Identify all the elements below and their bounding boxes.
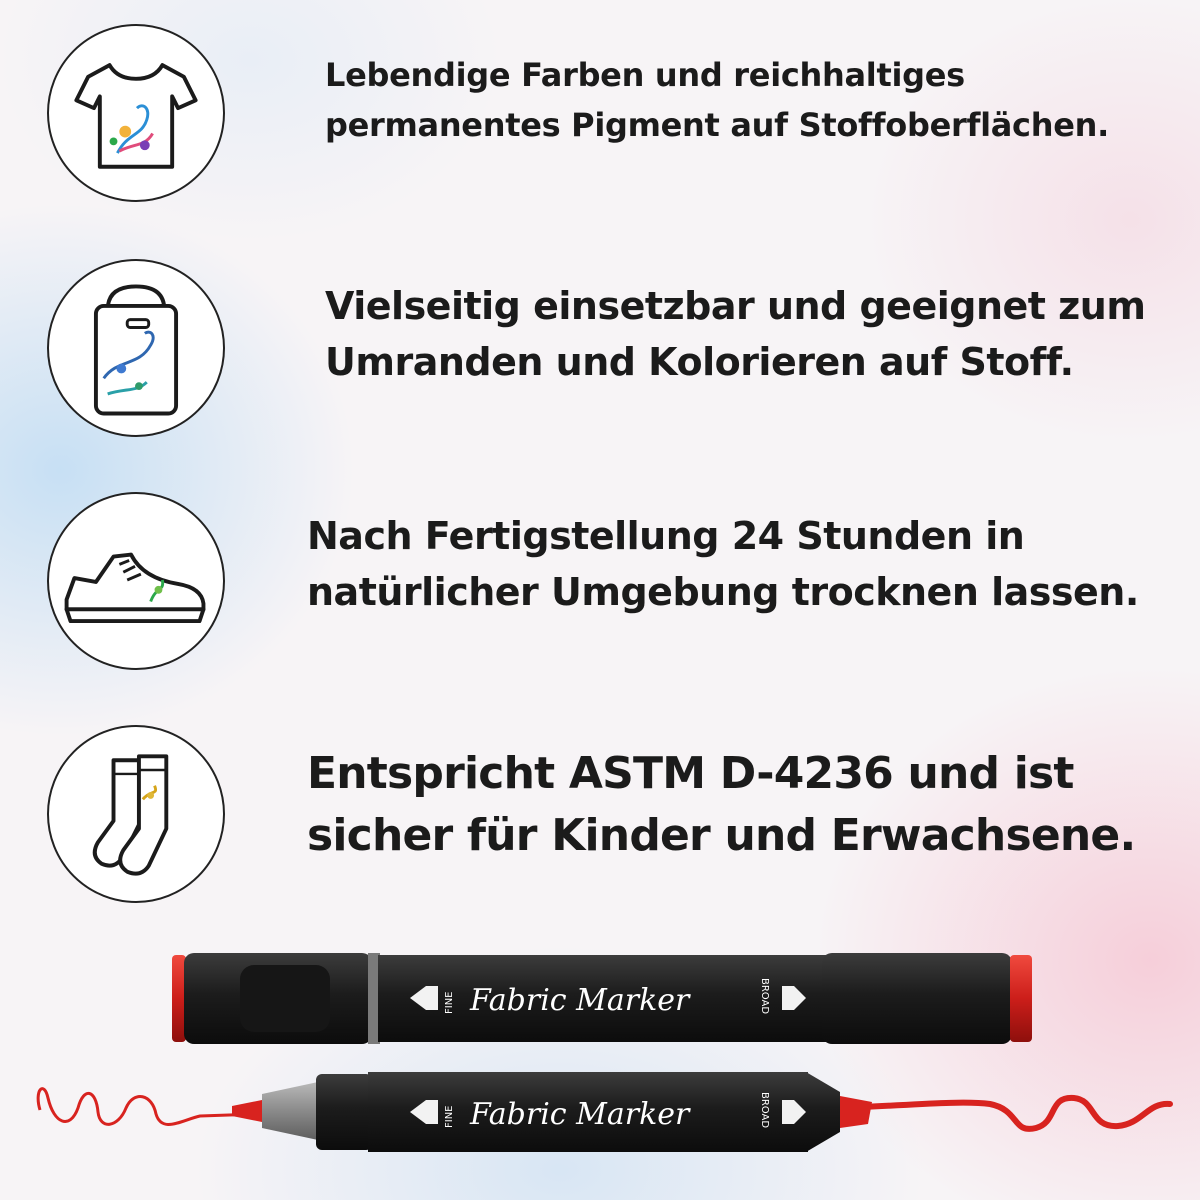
marker-2-brand: Fabric Marker xyxy=(470,1097,690,1132)
tshirt-icon xyxy=(47,24,225,202)
feature-text-3: Nach Fertigstellung 24 Stunden in natürlicher Umgebung trocknen lassen. xyxy=(307,514,1139,614)
ink-scribble-left xyxy=(38,1089,258,1125)
backpack-icon xyxy=(47,259,225,437)
sneaker-icon xyxy=(47,492,225,670)
marker-1-brand: Fabric Marker xyxy=(470,983,690,1018)
fabric-markers-image xyxy=(0,930,1200,1200)
feature-text-4: Entspricht ASTM D-4236 und ist sicher für Kinder und Erwachsene. xyxy=(307,748,1136,861)
marker-2-broad-label: BROAD xyxy=(759,1092,770,1129)
marker-1-fine-label: FINE xyxy=(444,991,455,1014)
feature-text-1: Lebendige Farben und reichhaltiges permanentes Pigment auf Stoffoberflächen. xyxy=(325,56,1109,144)
socks-icon xyxy=(47,725,225,903)
marker-2-fine-label: FINE xyxy=(444,1105,455,1128)
marker-1-broad-label: BROAD xyxy=(759,978,770,1015)
feature-text-2: Vielseitig einsetzbar und geeignet zum Umranden und Kolorieren auf Stoff. xyxy=(325,284,1146,384)
ink-scribble-right xyxy=(840,1098,1170,1129)
